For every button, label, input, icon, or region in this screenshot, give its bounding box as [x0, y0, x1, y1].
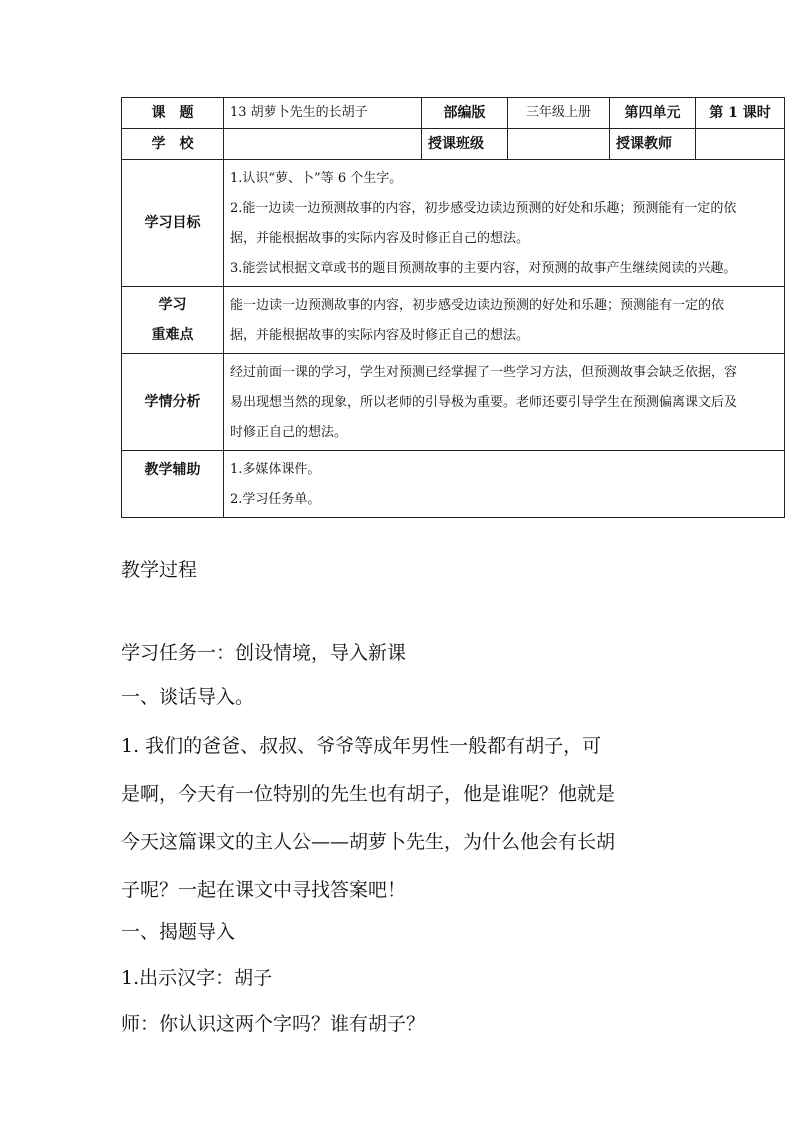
para1-line: 是啊，今天有一位特别的先生也有胡子，他是谁呢？他就是 [121, 783, 616, 805]
teacher-question: 师：你认识这两个字吗？谁有胡子？ [121, 1013, 426, 1035]
goals-content [224, 160, 785, 287]
para1-line: 子呢？一起在课文中寻找答案吧！ [121, 879, 407, 901]
key-points-label [122, 287, 224, 354]
lesson-number: 第 1 课时 [696, 98, 785, 129]
goal-item: 据，并能根据故事的实际内容及时修正自己的想法。 [230, 231, 530, 246]
class-label: 授课班级 [422, 129, 508, 160]
grade: 三年级上册 [508, 98, 610, 129]
key-points-label-line1: 学习 [158, 297, 187, 313]
table-row [122, 451, 785, 518]
section1-heading: 一、谈话导入。 [121, 686, 255, 708]
section2-heading: 一、揭题导入 [121, 921, 236, 943]
lesson-title: 13 胡萝卜先生的长胡子 [224, 98, 422, 129]
unit: 第四单元 [610, 98, 696, 129]
topic-label: 课 题 [122, 98, 224, 129]
school-label: 学 校 [122, 129, 224, 160]
goal-item: 1.认识“萝、卜”等 6 个生字。 [230, 171, 403, 186]
para1-line: 今天这篇课文的主人公——胡萝卜先生，为什么他会有长胡 [121, 831, 616, 853]
teacher-label: 授课教师 [610, 129, 696, 160]
teacher-value [696, 129, 785, 160]
aid-item: 2.学习任务单。 [230, 492, 321, 507]
process-heading-text: 教学过程 [121, 559, 198, 581]
para1-line: 1. 我们的爸爸、叔叔、爷爷等成年男性一般都有胡子，可 [121, 735, 602, 757]
class-value [508, 129, 610, 160]
table-row [122, 354, 785, 451]
table-row [122, 98, 785, 129]
analysis-label: 学情分析 [122, 354, 224, 451]
goals-label: 学习目标 [122, 160, 224, 287]
aids-content [224, 451, 785, 518]
analysis-line: 经过前面一课的学习，学生对预测已经掌握了一些学习方法，但预测故事会缺乏依据，容 [230, 365, 738, 380]
table-row [122, 129, 785, 160]
analysis-line: 时修正自己的想法。 [230, 425, 348, 440]
step1: 1.出示汉字：胡子 [121, 967, 273, 989]
table-row [122, 160, 785, 287]
goal-item: 3.能尝试根据文章或书的题目预测故事的主要内容，对预测的故事产生继续阅读的兴趣。 [230, 261, 737, 276]
goal-item: 2.能一边读一边预测故事的内容，初步感受边读边预测的好处和乐趣；预测能有一定的依 [230, 201, 737, 216]
school-value [224, 129, 422, 160]
publisher: 部编版 [422, 98, 508, 129]
aid-item: 1.多媒体课件。 [230, 462, 321, 477]
lesson-plan-table [121, 97, 785, 518]
key-points-content [224, 287, 785, 354]
key-points-label-line2: 重难点 [151, 327, 194, 343]
aids-label: 教学辅助 [122, 451, 224, 518]
analysis-content [224, 354, 785, 451]
lesson-body [121, 634, 681, 1043]
task1-heading: 学习任务一：创设情境，导入新课 [121, 642, 407, 664]
process-heading [121, 551, 681, 589]
analysis-line: 易出现想当然的现象，所以老师的引导极为重要。老师还要引导学生在预测偏离课文后及 [230, 395, 738, 410]
key-points-line: 据，并能根据故事的实际内容及时修正自己的想法。 [230, 328, 530, 343]
table-row [122, 287, 785, 354]
key-points-line: 能一边读一边预测故事的内容，初步感受边读边预测的好处和乐趣；预测能有一定的依 [230, 298, 725, 313]
